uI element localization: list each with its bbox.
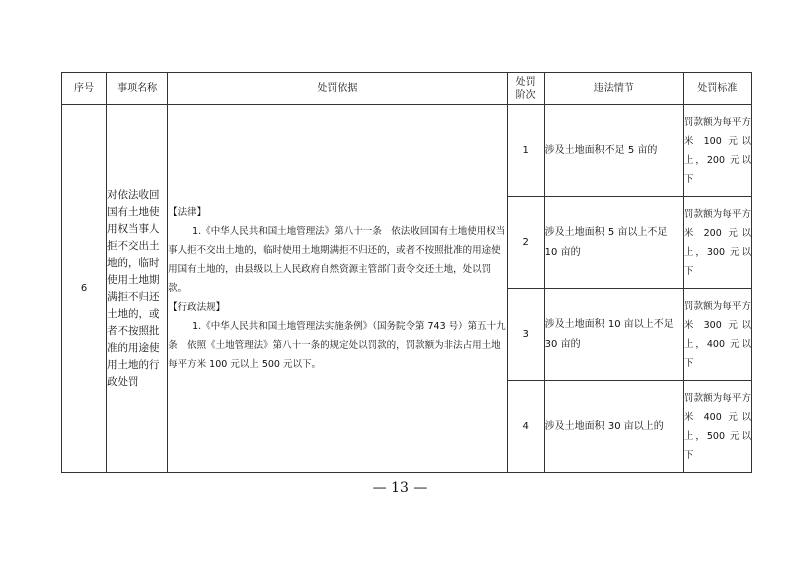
level-standard: 罚款额为每平方米 100 元以上，200 元以下 bbox=[683, 105, 751, 197]
level-circumstance: 涉及土地面积 5 亩以上不足 10 亩的 bbox=[544, 197, 683, 289]
regulation-heading: 【行政法规】 bbox=[168, 302, 226, 313]
row-seq: 6 bbox=[62, 105, 107, 473]
level-standard: 罚款额为每平方米 200 元以上，300 元以下 bbox=[683, 197, 751, 289]
level-times: 4 bbox=[507, 381, 544, 473]
law-text: 1.《中华人民共和国土地管理法》第八十一条 依法收回国有土地使用权当事人拒不交出土地的，临时使用土地期满拒不归还的，或者不按照批准的用途使用国有土地的，由县级以上人民政府自然资源主管部门责令交还土地，处以罚款。 bbox=[168, 226, 506, 294]
header-name: 事项名称 bbox=[107, 73, 168, 105]
level-standard: 罚款额为每平方米 300 元以上，400 元以下 bbox=[683, 289, 751, 381]
header-times: 处罚阶次 bbox=[507, 73, 544, 105]
penalty-basis bbox=[168, 105, 507, 473]
level-circumstance: 涉及土地面积 30 亩以上的 bbox=[544, 381, 683, 473]
page-number: — 13 — bbox=[372, 480, 428, 496]
header-basis: 处罚依据 bbox=[168, 73, 507, 105]
law-heading: 【法律】 bbox=[168, 207, 207, 218]
level-times: 3 bbox=[507, 289, 544, 381]
header-circumstance: 违法情节 bbox=[544, 73, 683, 105]
level-standard: 罚款额为每平方米 400 元以上，500 元以下 bbox=[683, 381, 751, 473]
level-circumstance: 涉及土地面积 10 亩以上不足 30 亩的 bbox=[544, 289, 683, 381]
level-times: 1 bbox=[507, 105, 544, 197]
regulation-text: 1.《中华人民共和国土地管理法实施条例》（国务院令第 743 号）第五十九条 依照《土地管理法》第八十一条的规定处以罚款的，罚款额为非法占用土地每平方米 100 元以上 500 元以下。 bbox=[168, 321, 506, 370]
penalty-table bbox=[61, 72, 752, 473]
item-name: 对依法收回国有土地使用权当事人拒不交出土地的，临时使用土地期满拒不归还土地的，或者不按照批准的用途使用土地的行政处罚 bbox=[107, 105, 168, 473]
table-row bbox=[62, 105, 752, 197]
level-times: 2 bbox=[507, 197, 544, 289]
level-circumstance: 涉及土地面积不足 5 亩的 bbox=[544, 105, 683, 197]
header-seq: 序号 bbox=[62, 73, 107, 105]
header-standard: 处罚标准 bbox=[683, 73, 751, 105]
table-header-row bbox=[62, 73, 752, 105]
